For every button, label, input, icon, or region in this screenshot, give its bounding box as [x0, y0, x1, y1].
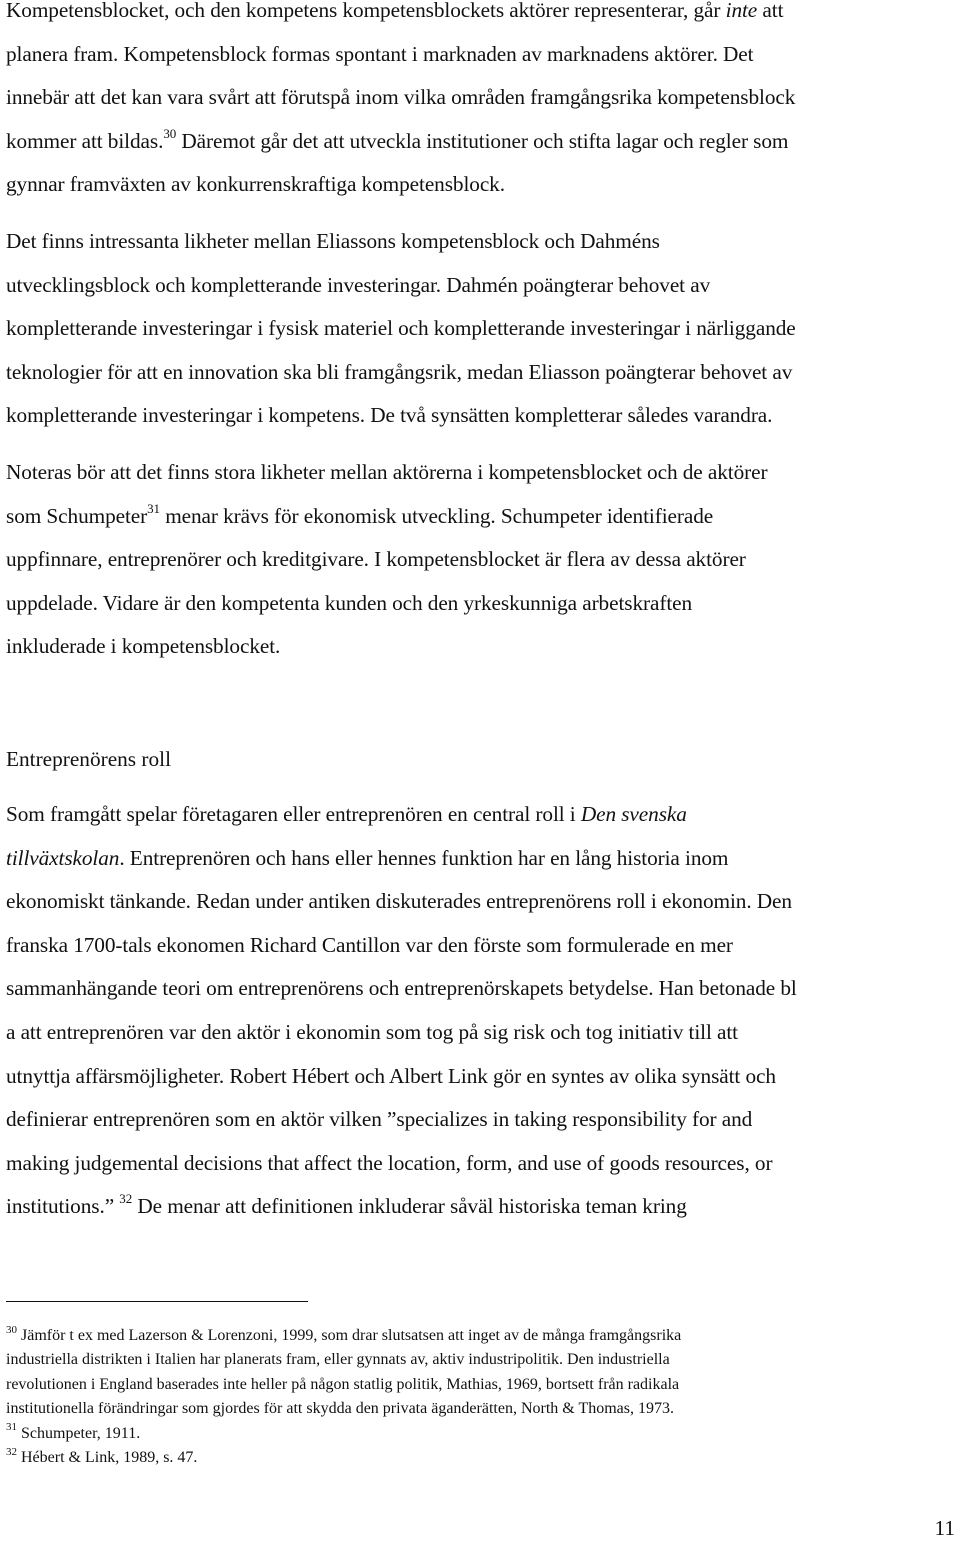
text-line: Noteras bör att det finns stora likheter mellan aktörerna i kompetensblocket och de aktörer: [6, 460, 768, 484]
text-line: Det finns intressanta likheter mellan Eliassons kompetensblock och Dahméns: [6, 229, 660, 253]
footnote-text: Schumpeter, 1911.: [17, 1424, 141, 1442]
footnote-ref-31: 31: [147, 500, 160, 516]
text-line: kompletterande investeringar i kompetens. De två synsätten kompletterar således varandra.: [6, 403, 773, 428]
text-span: Kompetensblocket, och den kompetens kompetensblockets aktörer representerar, går: [6, 0, 726, 22]
text-span: kommer att bildas.: [6, 128, 164, 153]
footnote-text-line: institutionella förändringar som gjordes för att skydda den privata äganderätten, North & Thomas, 1973.: [6, 1400, 674, 1418]
text-line: definierar entreprenören som en aktör vilken ”specializes in taking responsibility for and: [6, 1107, 753, 1132]
text-span: menar krävs för ekonomisk utveckling. Schumpeter identifierade: [159, 503, 714, 528]
page-number: 11: [934, 1516, 955, 1540]
text-line: [6, 793, 956, 837]
text-line: kompletterande investeringar i fysisk materiel och kompletterande investeringar i närliggande: [6, 316, 796, 341]
text-line: [6, 120, 956, 164]
section-heading: Entreprenörens roll: [6, 747, 171, 771]
text-line: ekonomiskt tänkande. Redan under antiken diskuterades entreprenörens roll i ekonomin. Den: [6, 889, 792, 914]
footnote-number: 32: [6, 1445, 17, 1458]
footnote-31: [6, 1422, 956, 1446]
text-span: som Schumpeter: [6, 503, 148, 528]
text-line: a att entreprenören var den aktör i ekonomin som tog på sig risk och tog initiativ till att: [6, 1019, 738, 1044]
text-line: uppfinnare, entreprenörer och kreditgivare. I kompetensblocket är flera av dessa aktörer: [6, 547, 746, 572]
text-span: De menar att definitionen inkluderar såväl historiska teman kring: [132, 1194, 687, 1219]
italic-text: Den svenska: [580, 802, 687, 826]
text-line: [6, 1185, 956, 1229]
text-line: [6, 495, 956, 539]
paragraph-development-blocks: [6, 220, 956, 438]
italic-text: tillväxtskolan: [6, 845, 120, 870]
text-line: planera fram. Kompetensblock formas spontant i marknaden av marknadens aktörer. Det: [6, 41, 754, 66]
text-span: Däremot går det att utveckla institutioner och stifta lagar och regler som: [176, 128, 789, 153]
footnote-32: [6, 1446, 956, 1470]
footnote-number: 30: [6, 1323, 17, 1336]
paragraph-competence-block: [6, 0, 956, 207]
footnote-ref-30: 30: [163, 125, 177, 141]
text-span: Som framgått spelar företagaren eller entreprenören en central roll i: [6, 802, 581, 826]
footnote-30: [6, 1324, 956, 1348]
paragraph-entrepreneur-role: [6, 793, 956, 1229]
text-line: [6, 837, 956, 881]
footnote-text: Hébert & Link, 1989, s. 47.: [17, 1449, 198, 1467]
text-span: . Entreprenören och hans eller hennes funktion har en lång historia inom: [119, 845, 729, 870]
text-line: making judgemental decisions that affect the location, form, and use of goods resources, or: [6, 1150, 773, 1175]
text-line: sammanhängande teori om entreprenörens och entreprenörskapets betydelse. Han betonade bl: [6, 976, 797, 1001]
footnote-text-line: revolutionen i England baserades inte heller på någon statlig politik, Mathias, 1969, bortsett från radikala: [6, 1375, 680, 1393]
text-line: teknologier för att en innovation ska bli framgångsrik, medan Eliasson poängterar behovet av: [6, 359, 793, 384]
footnote-text: Jämför t ex med Lazerson & Lorenzoni, 1999, som drar slutsatsen att inget av de många framgångsrika: [17, 1327, 682, 1344]
text-line: gynnar framväxten av konkurrenskraftiga kompetensblock.: [6, 172, 505, 197]
text-span: institutions.”: [6, 1194, 115, 1219]
italic-text: inte: [725, 0, 758, 22]
text-line: [6, 0, 956, 33]
footnotes: [6, 1324, 956, 1470]
text-line: innebär att det kan vara svårt att förutspå inom vilka områden framgångsrika kompetensblock: [6, 85, 796, 110]
footnote-number: 31: [6, 1421, 17, 1434]
paragraph-schumpeter-actors: [6, 451, 956, 669]
text-line: inkluderade i kompetensblocket.: [6, 634, 281, 659]
text-span: att: [757, 0, 784, 22]
text-line: utvecklingsblock och kompletterande investeringar. Dahmén poängterar behovet av: [6, 272, 711, 297]
footnote-separator: [6, 1301, 308, 1302]
footnote-ref-32: 32: [119, 1191, 133, 1207]
footnote-text-line: industriella distrikten i Italien har planerats fram, eller gynnats av, aktiv industripolitik. Den industriella: [6, 1351, 670, 1369]
text-line: utnyttja affärsmöjligheter. Robert Hébert och Albert Link gör en syntes av olika synsätt och: [6, 1063, 776, 1088]
text-line: franska 1700-tals ekonomen Richard Cantillon var den förste som formulerade en mer: [6, 932, 733, 957]
text-line: uppdelade. Vidare är den kompetenta kunden och den yrkeskunniga arbetskraften: [6, 590, 693, 615]
